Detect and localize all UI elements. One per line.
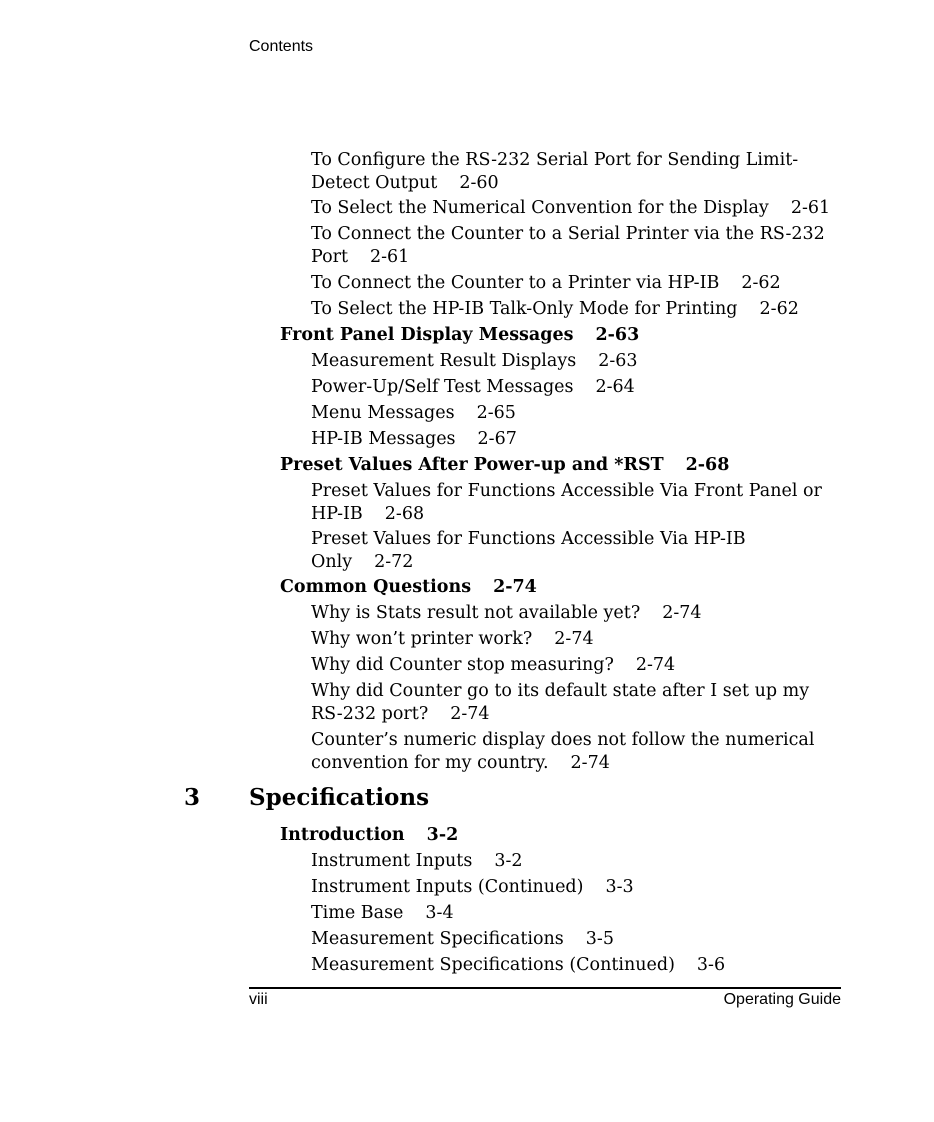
toc-entry-title: Instrument Inputs (Continued) bbox=[311, 877, 584, 897]
toc-entry-title: To Connect the Counter to a Serial Printer via the RS-232 Port bbox=[311, 224, 825, 267]
toc-entry[interactable] bbox=[311, 602, 841, 625]
toc-entry-title: Measurement Specifications (Continued) bbox=[311, 955, 675, 975]
toc-section[interactable] bbox=[280, 454, 840, 477]
toc-section-title: Preset Values After Power-up and *RST bbox=[280, 455, 664, 475]
toc-entry-page: 2-74 bbox=[570, 752, 610, 773]
toc-entry-page: 2-74 bbox=[450, 703, 490, 724]
toc-section-page: 3-2 bbox=[426, 825, 459, 845]
toc-section-title: Common Questions bbox=[280, 577, 472, 597]
toc-entry-page: 3-6 bbox=[696, 955, 726, 975]
footer-rule bbox=[249, 987, 841, 989]
toc-section-title: Introduction bbox=[280, 825, 405, 845]
toc-entry[interactable] bbox=[311, 654, 841, 677]
running-head: Contents bbox=[249, 38, 314, 55]
footer-book-title: Operating Guide bbox=[723, 991, 841, 1008]
toc-entry-title: Why did Counter stop measuring? bbox=[311, 655, 614, 675]
footer-page-number: viii bbox=[249, 991, 268, 1008]
toc-entry[interactable] bbox=[311, 402, 841, 425]
toc-entry-page: 2-61 bbox=[790, 198, 831, 218]
toc-entry[interactable] bbox=[311, 149, 841, 194]
toc-entry[interactable] bbox=[311, 680, 841, 725]
toc-section-title: Front Panel Display Messages bbox=[280, 325, 574, 345]
toc-entry-title: Preset Values for Functions Accessible Via HP-IB Only bbox=[311, 529, 746, 572]
toc-entry[interactable] bbox=[311, 350, 841, 373]
toc-entry-title: To Select the HP-IB Talk-Only Mode for Printing bbox=[311, 299, 738, 319]
toc-section[interactable] bbox=[280, 324, 840, 347]
toc-entry[interactable] bbox=[311, 628, 841, 651]
toc-entry[interactable] bbox=[311, 902, 841, 925]
toc-entry-title: Menu Messages bbox=[311, 403, 455, 423]
toc-entry[interactable] bbox=[311, 480, 841, 525]
toc-entry-page: 2-74 bbox=[554, 629, 594, 649]
toc-entry-page: 2-74 bbox=[662, 603, 702, 623]
toc-entry-title: To Select the Numerical Convention for the Display bbox=[311, 198, 769, 218]
toc-entry-page: 2-64 bbox=[595, 377, 635, 397]
toc-entry[interactable] bbox=[311, 528, 841, 573]
toc-entry[interactable] bbox=[311, 197, 841, 220]
toc-section-page: 2-68 bbox=[685, 455, 730, 475]
toc-entry-title: Time Base bbox=[311, 903, 404, 923]
toc-entry-title: To Configure the RS-232 Serial Port for Sending Limit-Detect Output bbox=[311, 150, 799, 193]
toc-entry[interactable] bbox=[311, 850, 841, 873]
toc-entry-title: Measurement Result Displays bbox=[311, 351, 577, 371]
toc-entry[interactable] bbox=[311, 298, 841, 321]
toc-entry-title: HP-IB Messages bbox=[311, 429, 456, 449]
chapter-title[interactable]: Specifications bbox=[249, 784, 430, 811]
toc-entry-title: Why did Counter go to its default state after I set up my RS-232 port? bbox=[311, 681, 810, 724]
toc-entry-page: 2-68 bbox=[384, 503, 425, 524]
toc-entry-page: 2-60 bbox=[459, 172, 499, 193]
toc-entry-page: 2-62 bbox=[741, 273, 781, 293]
chapter-number: 3 bbox=[184, 784, 201, 811]
toc-entry-page: 2-65 bbox=[476, 403, 516, 423]
toc-entry-title: Counter’s numeric display does not follow the numerical convention for my country. bbox=[311, 730, 815, 773]
toc-entry[interactable] bbox=[311, 428, 841, 451]
toc-entry[interactable] bbox=[311, 223, 841, 268]
toc-section[interactable] bbox=[280, 576, 840, 599]
toc-entry-title: Measurement Specifications bbox=[311, 929, 564, 949]
toc-section-page: 2-74 bbox=[493, 577, 537, 597]
toc-entry-title: Why is Stats result not available yet? bbox=[311, 603, 641, 623]
toc-entry[interactable] bbox=[311, 928, 841, 951]
toc-entry-title: Why won’t printer work? bbox=[311, 629, 533, 649]
toc-entry-page: 3-5 bbox=[585, 929, 614, 949]
toc-entry-page: 2-62 bbox=[759, 299, 799, 319]
toc-entry-page: 3-2 bbox=[494, 851, 523, 871]
toc-entry-page: 2-72 bbox=[374, 551, 414, 572]
toc-entry-page: 2-63 bbox=[598, 351, 638, 371]
toc-entry[interactable] bbox=[311, 876, 841, 899]
toc-entry-page: 2-61 bbox=[370, 246, 410, 267]
toc-entry-page: 3-4 bbox=[425, 903, 454, 923]
toc-entry[interactable] bbox=[311, 272, 841, 295]
toc-entry[interactable] bbox=[311, 954, 841, 977]
toc-entry-title: To Connect the Counter to a Printer via HP-IB bbox=[311, 273, 720, 293]
toc-entry[interactable] bbox=[311, 376, 841, 399]
toc-entry-page: 2-67 bbox=[477, 429, 517, 449]
toc-section-page: 2-63 bbox=[595, 325, 640, 345]
toc-entry-title: Power-Up/Self Test Messages bbox=[311, 377, 574, 397]
toc-entry-title: Instrument Inputs bbox=[311, 851, 473, 871]
toc-entry[interactable] bbox=[311, 729, 841, 774]
toc-section[interactable] bbox=[280, 824, 840, 847]
toc-entry-title: Preset Values for Functions Accessible Via Front Panel or HP-IB bbox=[311, 481, 822, 524]
toc-entry-page: 3-3 bbox=[605, 877, 634, 897]
toc-entry-page: 2-74 bbox=[635, 655, 676, 675]
